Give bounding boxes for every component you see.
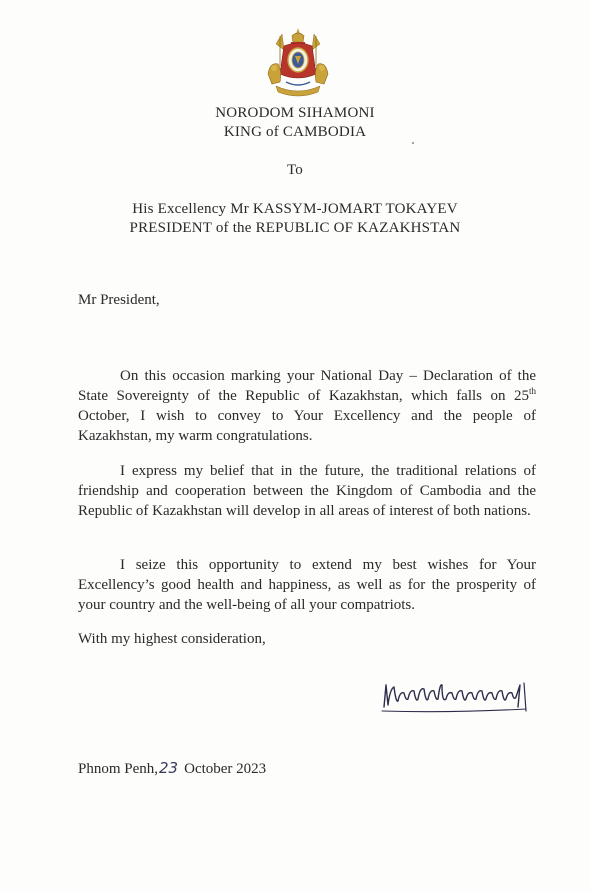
paragraph-congratulations	[78, 366, 536, 446]
salutation: Mr President,	[78, 292, 160, 308]
signature-image	[380, 677, 532, 715]
date-place: Phnom Penh,	[78, 761, 159, 777]
date-day-handwritten: 23	[159, 759, 179, 777]
recipient-title: PRESIDENT of the REPUBLIC OF KAZAKHSTAN	[129, 220, 461, 236]
sender-name: NORODOM SIHAMONI	[215, 105, 375, 121]
royal-arms-emblem-icon	[262, 26, 334, 100]
paragraph-relations: I express my belief that in the future, the traditional relations of friendship and cooperation between the Kingdom of Cambodia and the Republic of Kazakhstan will develop in all areas of interest of both nations.	[78, 463, 536, 519]
paper-speck	[412, 142, 414, 144]
paragraph-1-text: On this occasion marking your National Day – Declaration of the State Sovereignty of the Republic of Kazakhstan, which falls on 25	[78, 368, 536, 404]
date-month-year: October 2023	[184, 761, 267, 777]
ordinal-suffix: th	[528, 386, 536, 396]
dateline	[78, 759, 266, 778]
closing-line: With my highest consideration,	[78, 631, 266, 647]
paragraph-wishes: I seize this opportunity to extend my best wishes for Your Excellency’s good health and happiness, as well as for the prosperity of your country and the well-being of all your compatriots.	[78, 557, 536, 613]
sender-title: KING of CAMBODIA	[223, 124, 367, 140]
recipient-name: His Excellency Mr KASSYM-JOMART TOKAYEV	[132, 201, 458, 217]
paragraph-1-text-cont: October, I wish to convey to Your Excellency and the people of Kazakhstan, my warm congratulations.	[78, 408, 536, 444]
to-label: To	[286, 162, 303, 178]
